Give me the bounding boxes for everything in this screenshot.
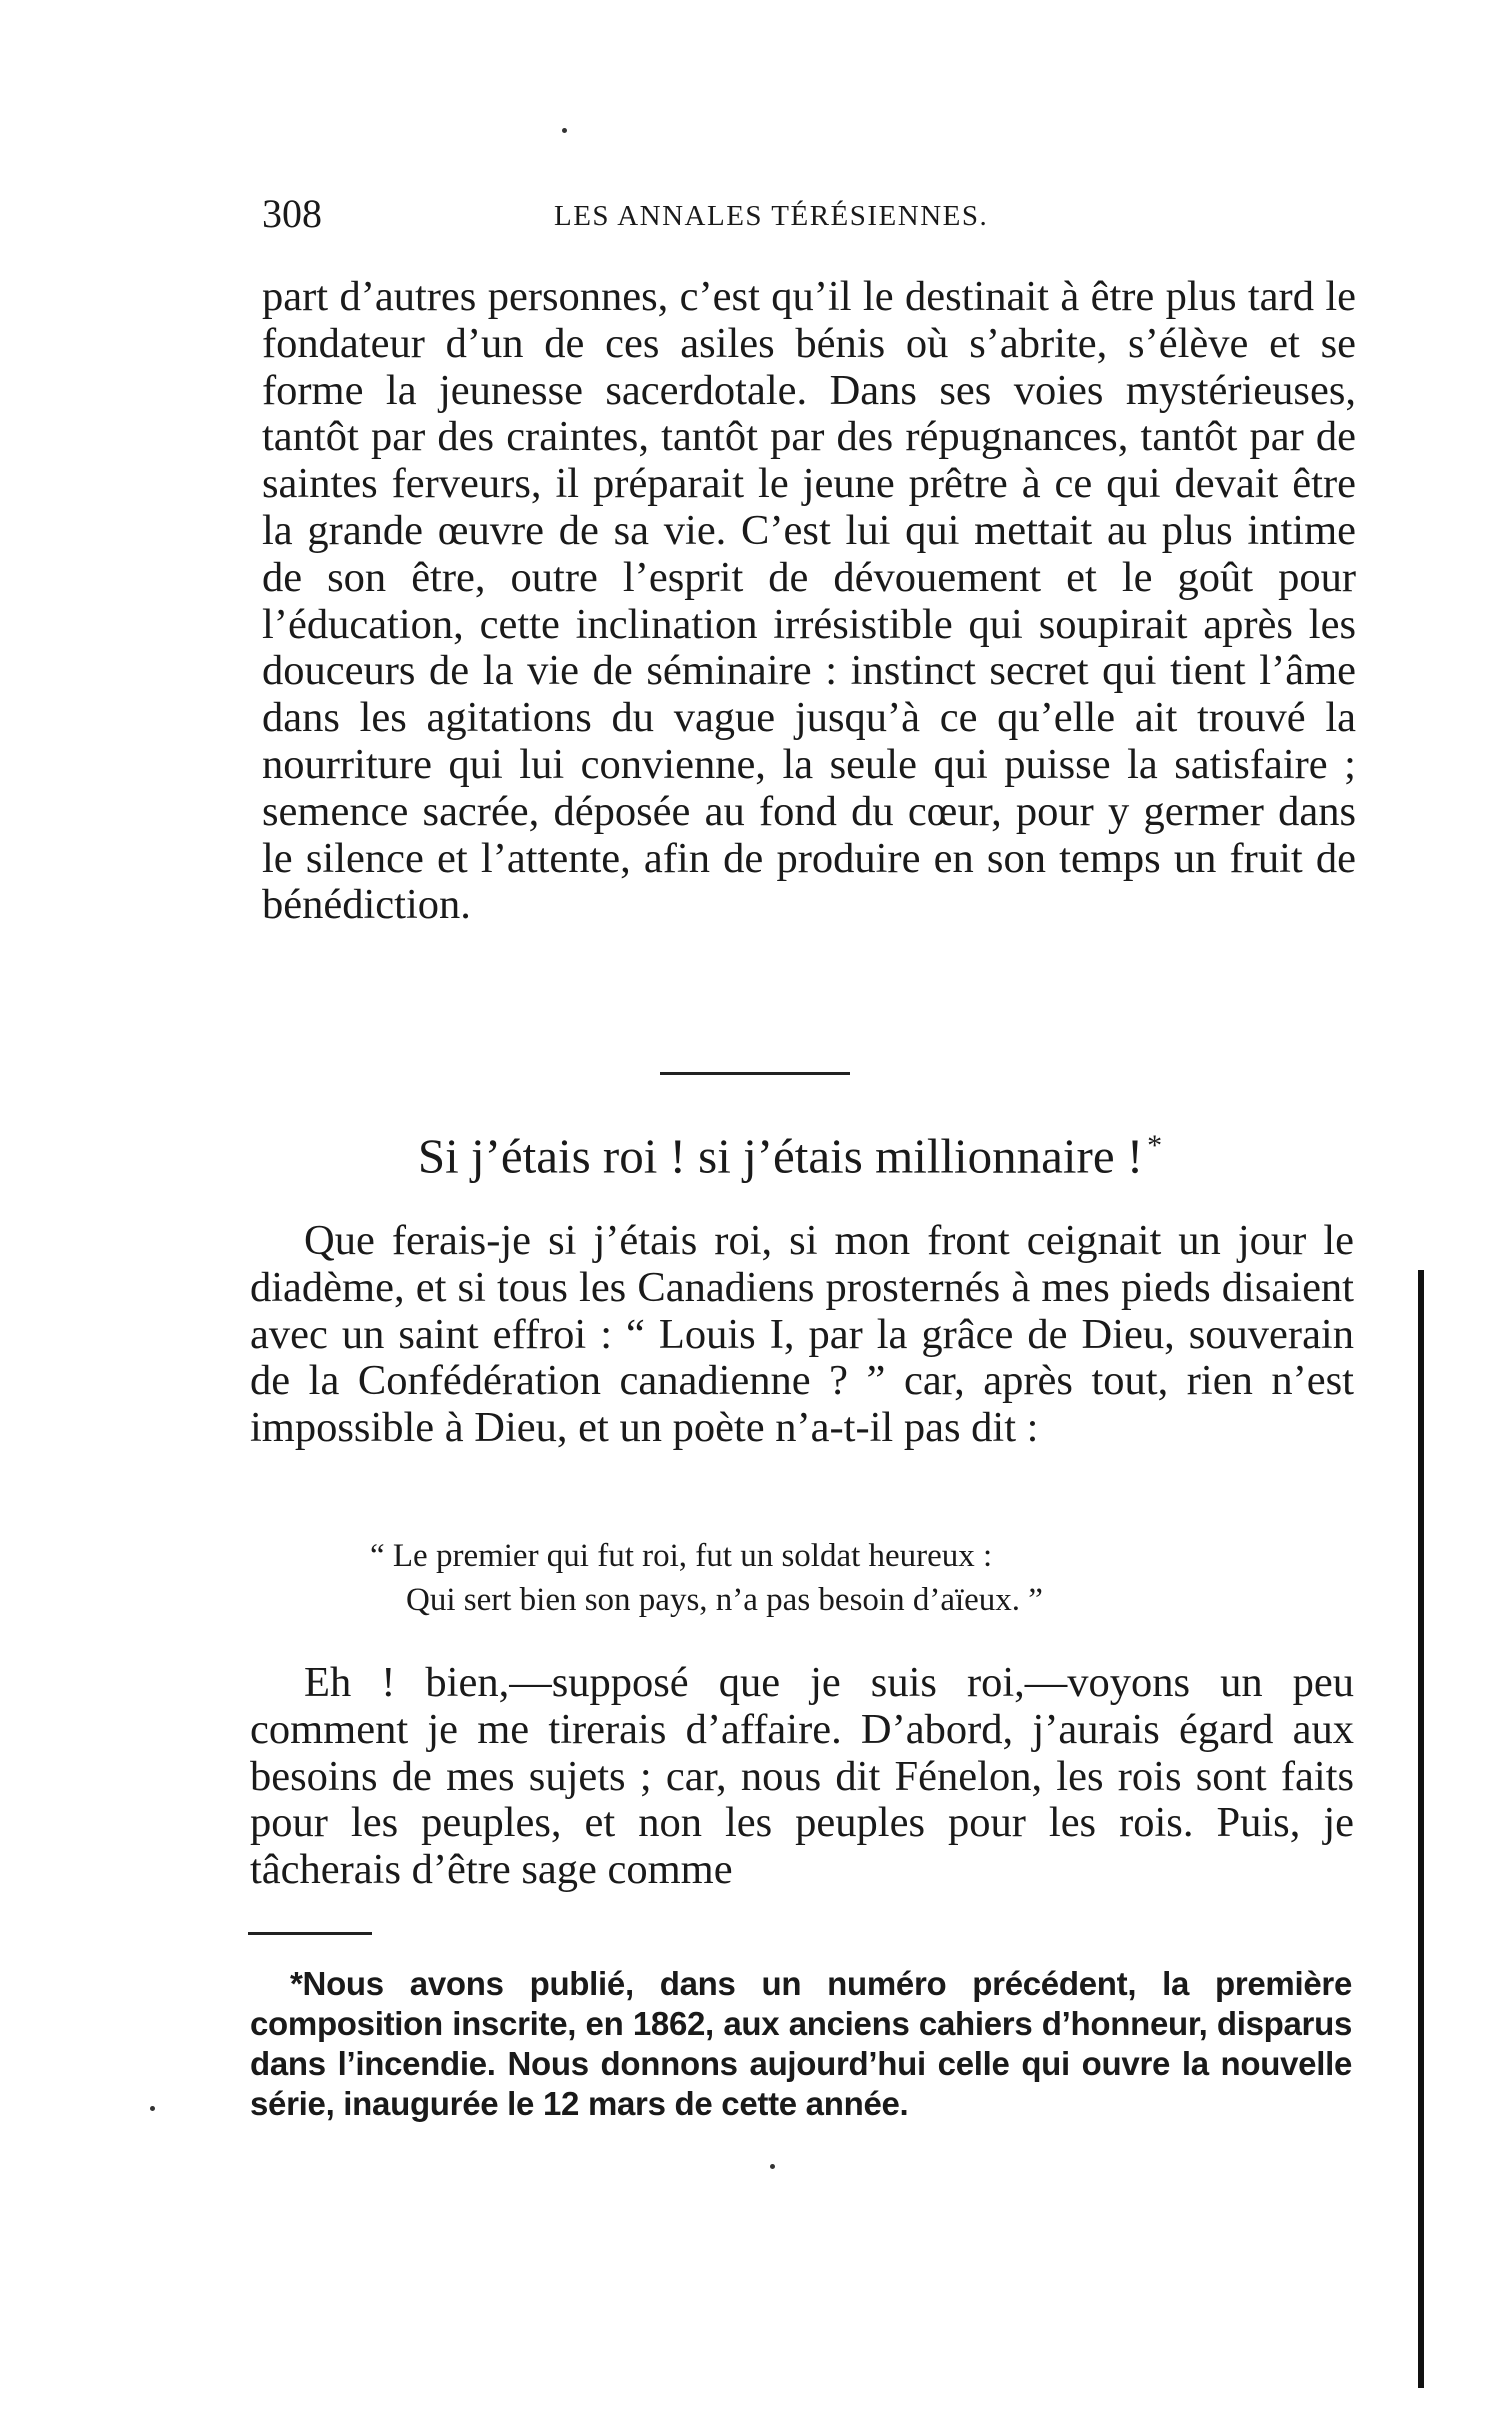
footnote-reference-mark: * <box>1147 1129 1163 1162</box>
running-head <box>262 186 1092 242</box>
essay-paragraph-1: Que ferais-je si j’étais roi, si mon front ceignait un jour le diadème, et si tous les Canadiens prosternés à mes pieds disaient avec un saint effroi : “ Louis I, par la grâce de Dieu, souverain de la Confédération canadienne ? ” car, après tout, rien n’est impossible à Dieu, et un poète n’a-t-il pas dit : <box>250 1217 1354 1452</box>
verse-line-1: “ Le premier qui fut roi, fut un soldat heureux : <box>370 1538 993 1574</box>
page-number: 308 <box>262 191 322 236</box>
scan-speck <box>150 2106 155 2111</box>
verse-line-2: Qui sert bien son pays, n’a pas besoin d’aïeux. ” <box>406 1582 1043 1618</box>
section-title-text: Si j’étais roi ! si j’étais millionnaire ! <box>417 1128 1144 1184</box>
scan-speck <box>770 2164 775 2169</box>
section-title <box>240 1114 1340 1188</box>
continued-paragraph: part d’autres personnes, c’est qu’il le destinait à être plus tard le fondateur d’un de ces asiles bénis où s’abrite, s’élève et se forme la jeunesse sacerdotale. Dans ses voies mystérieuses, tantôt par des craintes, tantôt par des répugnances, tantôt par de saintes ferveurs, il préparait le jeune prêtre à ce qui devait être la grande œuvre de sa vie. C’est lui qui mettait au plus intime de son être, outre l’esprit de dévouement et le goût pour l’éducation, cette inclination irrésistible qui soupirait après les douceurs de la vie de séminaire : instinct secret qui tient l’âme dans les agitations du vague jusqu’à ce qu’elle ait trouvé la nourriture qui lui convienne, la seule qui puisse la satisfaire ; semence sacrée, déposée au fond du cœur, pour y germer dans le silence et l’attente, afin de produire en son temps un fruit de bénédiction. <box>262 273 1356 929</box>
scan-speck <box>562 128 567 133</box>
verse-quotation <box>370 1534 1270 1622</box>
footnote-divider <box>248 1932 372 1935</box>
essay-paragraph-2: Eh ! bien,—supposé que je suis roi,—voyons un peu comment je me tirerais d’affaire. D’abord, j’aurais égard aux besoins de mes sujets ; car, nous dit Fénelon, les rois sont faits pour les peuples, et non les peuples pour les rois. Puis, je tâcherais d’être sage comme <box>250 1659 1354 1894</box>
running-title: LES ANNALES TÉRÉSIENNES. <box>554 200 989 232</box>
section-divider <box>660 1072 850 1075</box>
margin-scan-line <box>1418 1270 1424 2388</box>
footnote: *Nous avons publié, dans un numéro précédent, la première composition inscrite, en 1862, aux anciens cahiers d’honneur, disparus dans l’incendie. Nous donnons aujourd’hui celle qui ouvre la nouvelle série, inaugurée le 12 mars de cette année. <box>250 1965 1352 2122</box>
